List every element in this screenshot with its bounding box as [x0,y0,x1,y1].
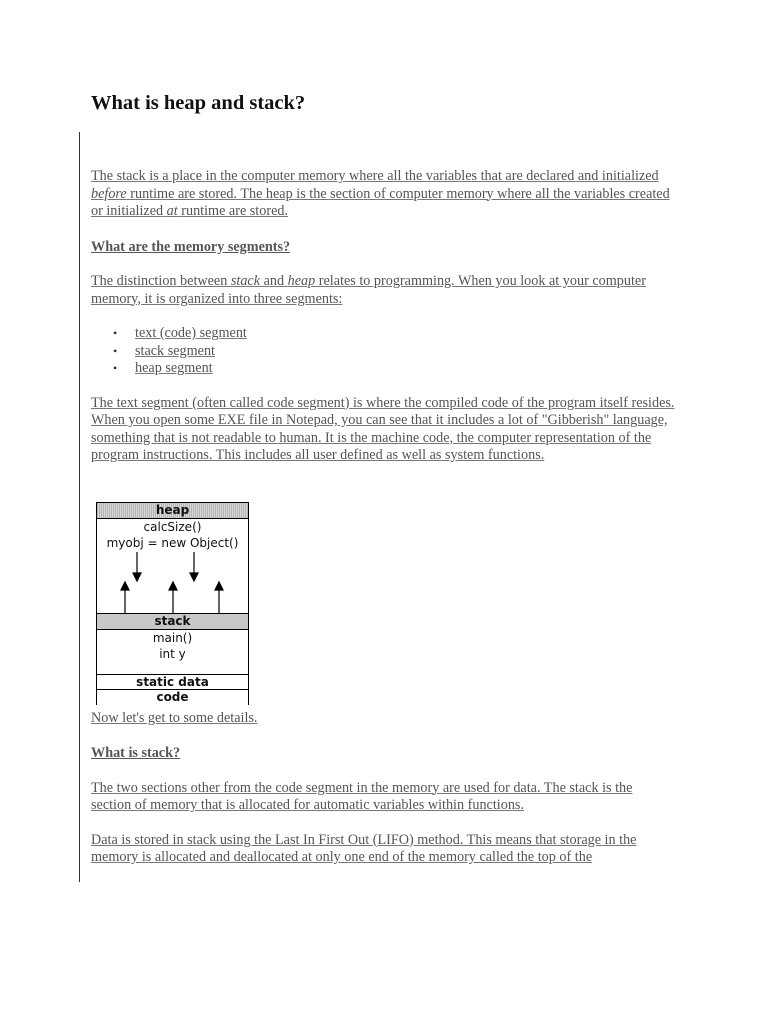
list-item-text-segment[interactable]: • text (code) segment [113,325,676,343]
distinction-text-1: The distinction between [91,273,231,289]
details-paragraph[interactable]: Now let's get to some details. [91,709,258,726]
heap-down-arrow-2 [190,552,198,581]
list-item-heap-segment[interactable]: • heap segment [113,360,676,378]
stack-up-arrow-1 [121,582,129,613]
heap-line-calcsize: calcSize() [143,520,202,534]
left-margin-rule [79,132,80,882]
distinction-text-3: relates to programming. When you look at your computer memory, it is organized into three segments: [91,273,646,307]
distinction-paragraph[interactable] [91,273,676,308]
intro-text-3: runtime are stored. [177,203,289,219]
stack-line-int-y: int y [159,647,186,661]
stack-line-main: main() [152,631,193,645]
heap-line-myobj: myobj = new Object() [106,536,239,550]
list-item-stack-segment[interactable]: • stack segment [113,343,676,361]
intro-paragraph[interactable] [91,168,676,221]
distinction-emphasis-stack: stack [230,273,261,289]
intro-emphasis-before: before [91,185,127,202]
heap-down-arrow-1 [133,552,141,581]
memory-layout-diagram [96,502,249,705]
heading-memory-segments[interactable]: What are the memory segments? [91,238,291,255]
growth-arrows [97,503,248,615]
stack-up-arrow-2 [169,582,177,613]
intro-text-2: runtime are stored. The heap is the section of computer memory where all the variables created or initialized [91,185,670,219]
distinction-emphasis-heap: heap [287,273,316,289]
intro-text-1: The stack is a place in the computer memory where all the variables that are declared and initialized [91,168,659,184]
page-title: What is heap and stack? [91,92,306,114]
stack-up-arrow-3 [215,582,223,613]
heading-what-is-stack[interactable]: What is stack? [91,745,181,761]
code-label: code [97,689,248,705]
intro-emphasis-at: at [166,203,178,219]
stack-label: stack [97,613,248,630]
lifo-paragraph[interactable]: Data is stored in stack using the Last In First Out (LIFO) method. This means that storage in the memory is allocated and deallocated at only one end of the memory called the top of the [91,831,637,865]
distinction-text-2: and [260,273,288,289]
stack-paragraph[interactable]: The two sections other from the code segment in the memory are used for data. The stack is the section of memory that is allocated for automatic variables within functions. [91,779,633,813]
static-data-label: static data [97,674,248,690]
heap-label: heap [97,503,248,519]
segments-list [91,325,676,378]
text-segment-paragraph[interactable]: The text segment (often called code segment) is where the compiled code of the program itself resides. When you open some EXE file in Notepad, you can see that it includes a lot of "Gibberish" language, something that is not readable to human. It is the machine code, the computer representation of the program instructions. This includes all user defined as well as system functions. [91,394,675,463]
